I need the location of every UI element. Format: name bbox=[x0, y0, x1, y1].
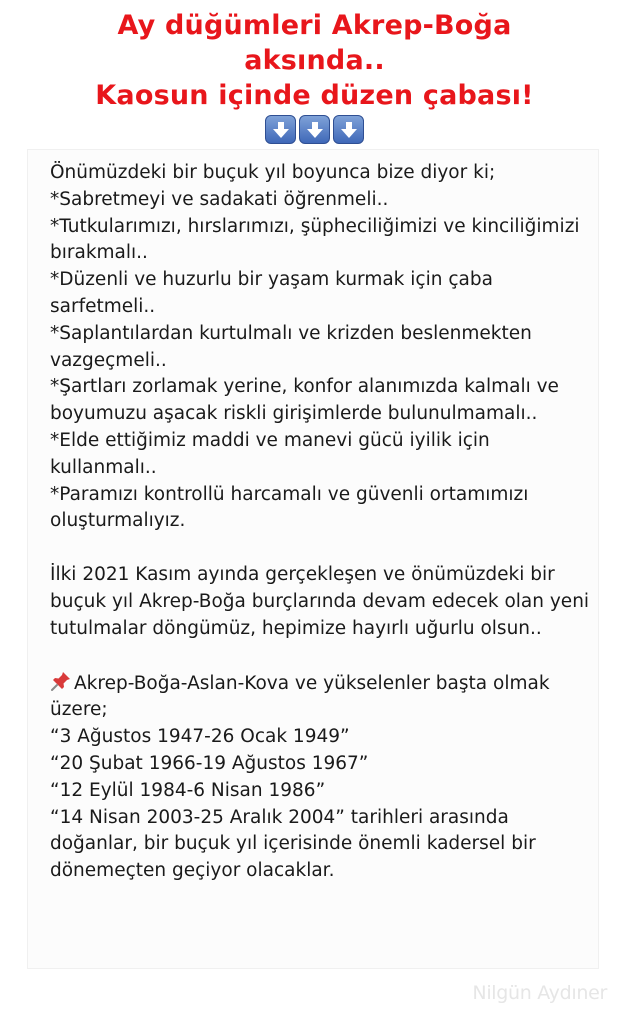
bullet-item: *Paramızı kontrollü harcamalı ve güvenli ortamımızı oluşturmalıyız. bbox=[50, 483, 529, 532]
title-line-3: Kaosun içinde düzen çabası! bbox=[95, 80, 534, 111]
bullet-item: *Sabretmeyi ve sadakati öğrenmeli.. bbox=[50, 188, 389, 210]
text-content bbox=[50, 160, 590, 885]
bullet-item: *Şartları zorlamak yerine, konfor alanımızda kalmalı ve boyumuzu aşacak riskli girişimlerde bulunulmamalı.. bbox=[50, 376, 559, 425]
spacer bbox=[50, 643, 590, 670]
header bbox=[0, 0, 629, 155]
date-range: “20 Şubat 1966-19 Ağustos 1967” bbox=[50, 752, 369, 774]
date-range: “3 Ağustos 1947-26 Ocak 1949” bbox=[50, 726, 350, 748]
bullet-item: *Saplantılardan kurtulmalı ve krizden beslenmekten vazgeçmeli.. bbox=[50, 322, 532, 371]
bullet-item: *Elde ettiğimiz maddi ve manevi gücü iyilik için kullanmalı.. bbox=[50, 429, 490, 478]
date-range: “12 Eylül 1984-6 Nisan 1986” bbox=[50, 779, 326, 801]
page-title bbox=[0, 0, 629, 113]
down-arrows bbox=[0, 115, 629, 144]
signs-intro-text: Akrep-Boğa-Aslan-Kova ve yükselenler başta olmak üzere; bbox=[50, 672, 550, 721]
bullet-item: *Düzenli ve huzurlu bir yaşam kurmak için çaba sarfetmeli.. bbox=[50, 269, 493, 317]
down-arrow-button-icon bbox=[299, 115, 330, 144]
title-line-1: Ay düğümleri Akrep-Boğa bbox=[117, 10, 512, 41]
text-card bbox=[28, 150, 598, 968]
eclipse-paragraph: İlki 2021 Kasım ayında gerçekleşen ve önümüzdeki bir buçuk yıl Akrep-Boğa burçlarında devam edecek olan yeni tutulmalar döngümüz, hepimize hayırlı uğurlu olsun.. bbox=[50, 564, 590, 639]
pushpin-icon bbox=[50, 670, 72, 692]
down-arrow-button-icon bbox=[333, 115, 364, 144]
signs-intro bbox=[50, 670, 590, 725]
bullet-item: *Tutkularımızı, hırslarımızı, şüpheciliğimizi ve kinciliğimizi bırakmalı.. bbox=[50, 215, 580, 264]
watermark: Nilgün Aydıner bbox=[472, 982, 607, 1004]
title-line-2: aksında.. bbox=[244, 45, 385, 76]
down-arrow-button-icon bbox=[265, 115, 296, 144]
date-range: “14 Nisan 2003-25 Aralık 2004” tarihleri arasında doğanlar, bir buçuk yıl içerisinde önemli kadersel bir dönemeçten geçiyor olacaklar. bbox=[50, 806, 536, 882]
spacer bbox=[50, 535, 590, 562]
intro-text: Önümüzdeki bir buçuk yıl boyunca bize diyor ki; bbox=[50, 162, 496, 183]
